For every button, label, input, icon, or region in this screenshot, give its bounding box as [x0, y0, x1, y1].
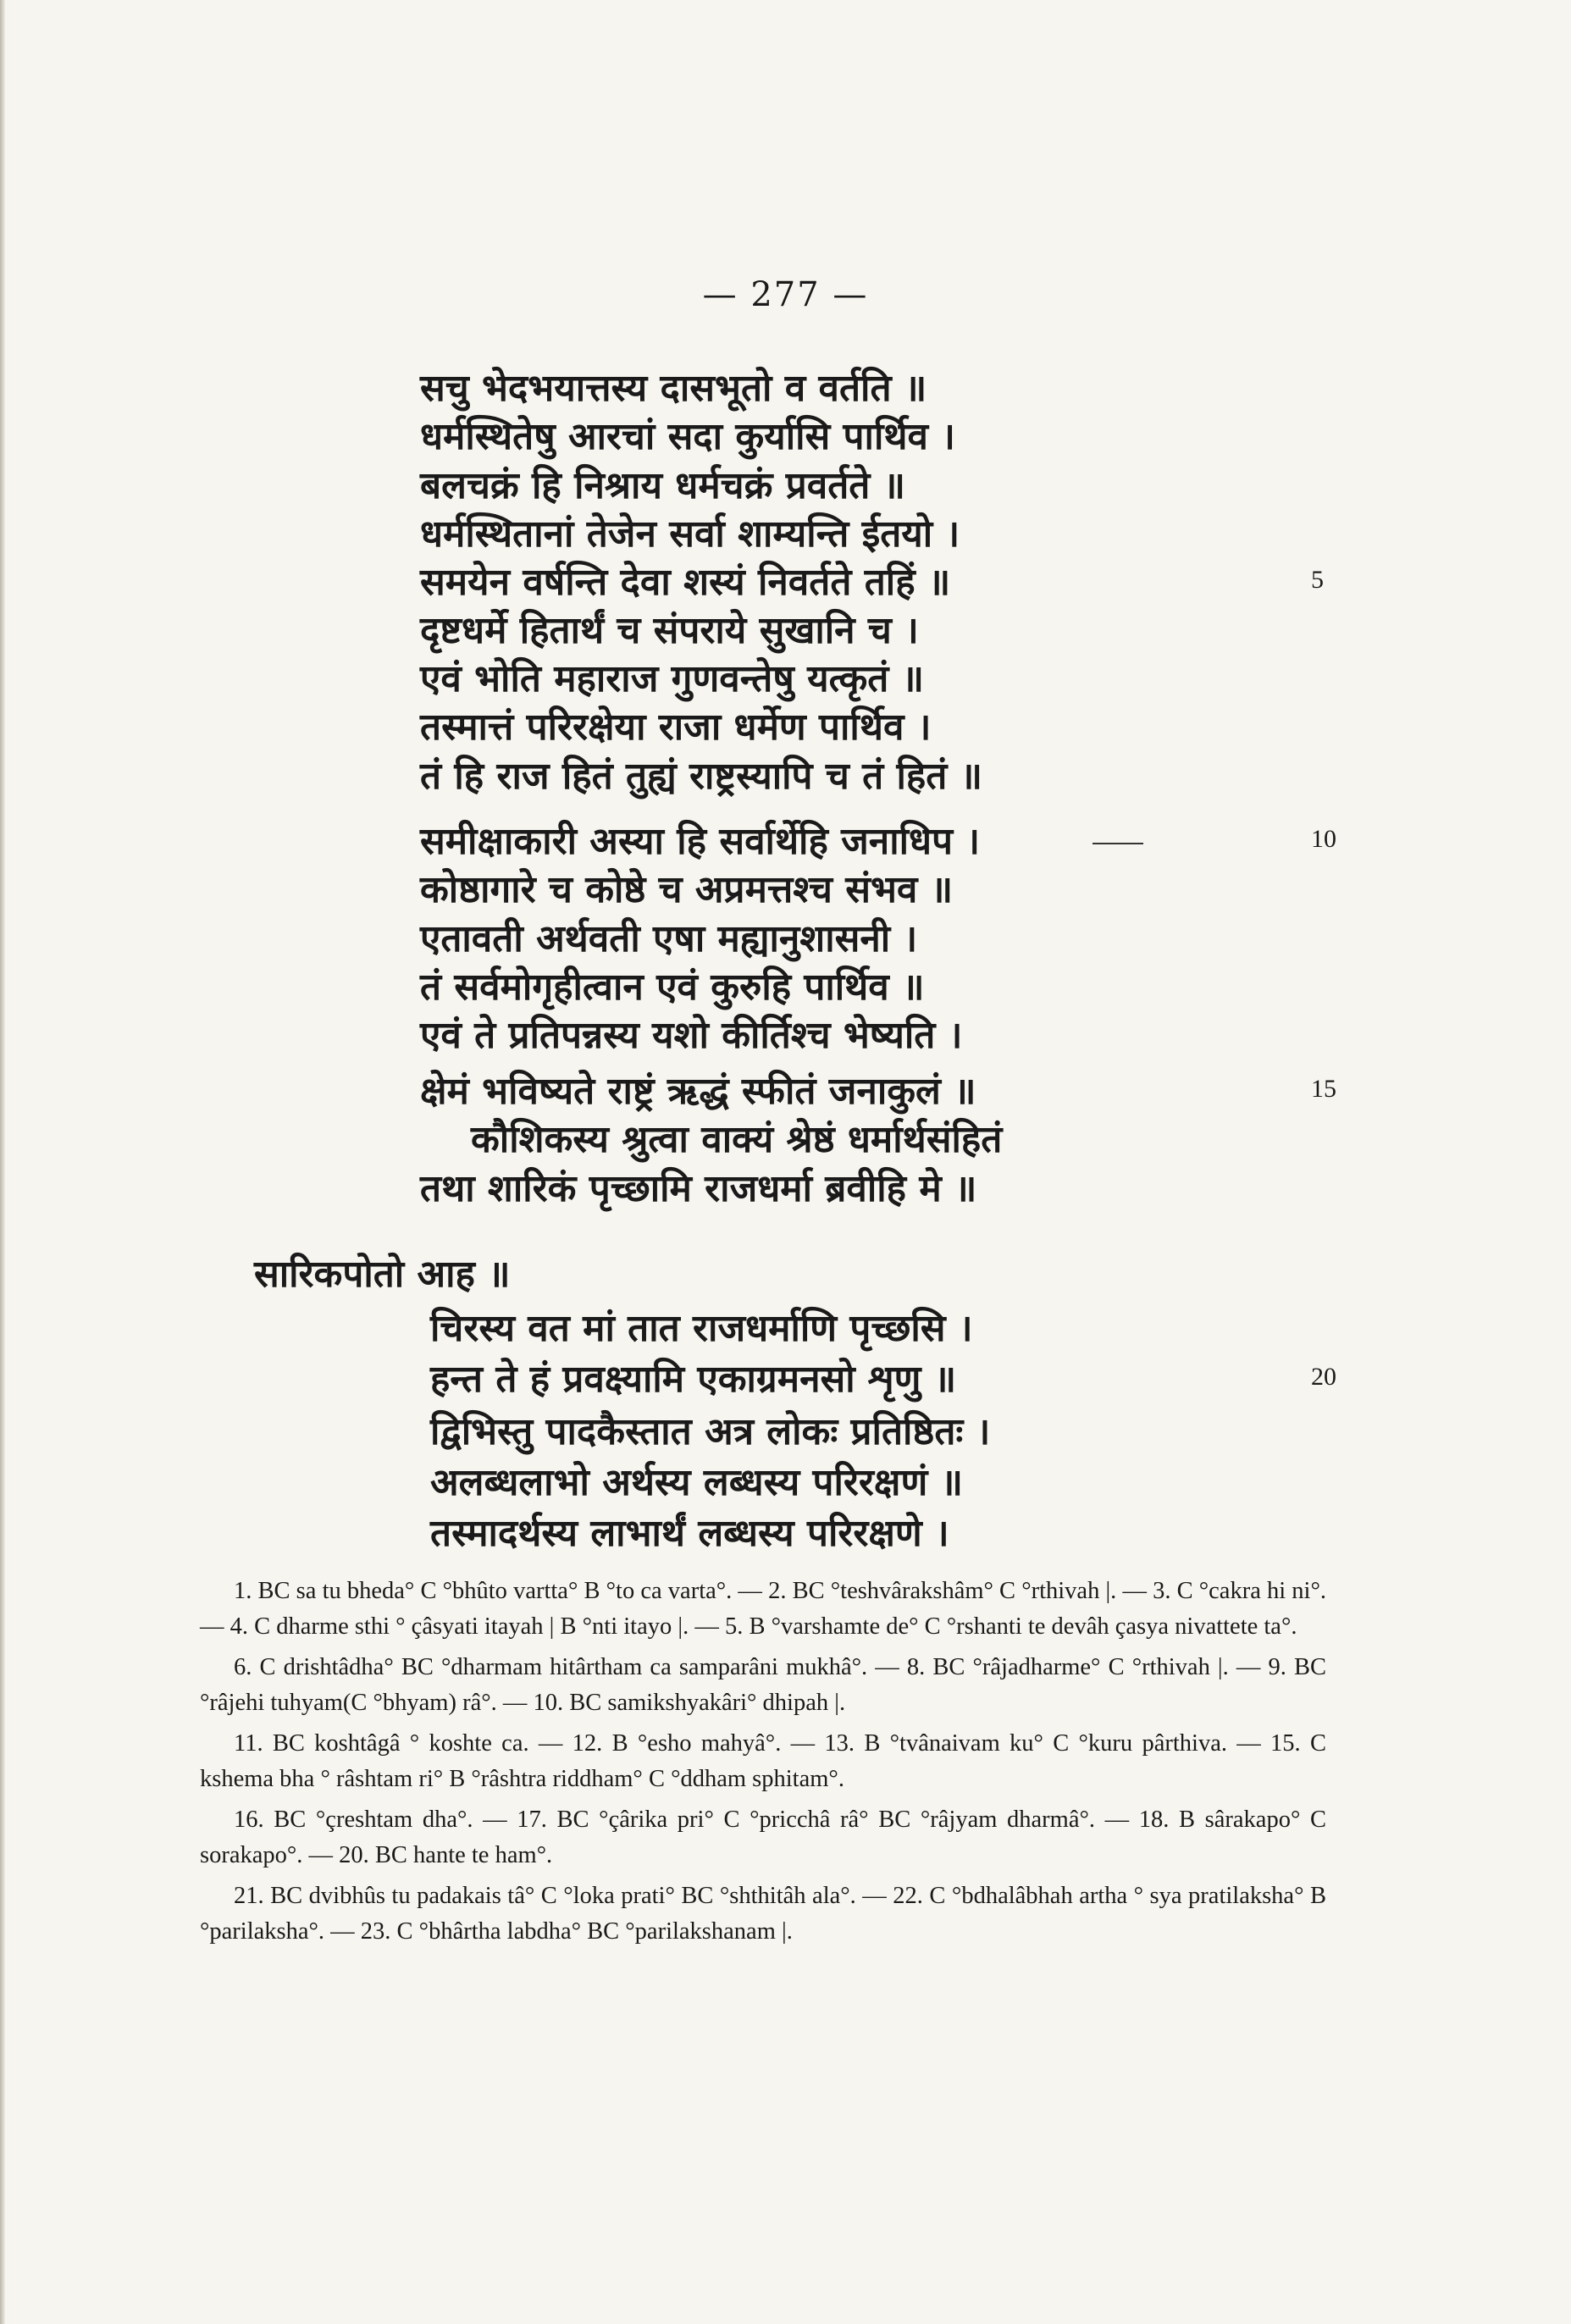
verse-text: तं हि राज हितं तुह्यं राष्ट्रस्यापि च तं हितं ॥ [420, 755, 983, 798]
verse-text: एवं ते प्रतिपन्नस्य यशो कीर्तिश्च भेष्यति । [420, 1014, 963, 1057]
verse-text: एतावती अर्थवती एषा मह्यानुशासनी । [420, 917, 918, 960]
verse-text: बलचक्रं हि निश्राय धर्मचक्रं प्रवर्तते ॥ [420, 464, 906, 507]
verse-text: तस्मात्तं परिरक्षेया राजा धर्मेण पार्थिव । [420, 706, 932, 749]
verse-line [0, 606, 1571, 656]
verse-line [0, 866, 1571, 915]
verse-text: एवं भोति महाराज गुणवन्तेषु यत्कृतं ॥ [420, 657, 925, 700]
verse-line [0, 558, 1571, 607]
verse-line [0, 655, 1571, 704]
verse-text: द्विभिस्तु पादकैस्तात अत्र लोकः प्रतिष्ठितः । [430, 1410, 991, 1453]
verse-text: सचु भेदभयात्तस्य दासभूतो व वर्तति ॥ [420, 367, 927, 410]
footnote: 6. C drishtâdha° BC °dharmam hitârtham ca samparâni mukhâ°. — 8. BC °râjadharme° C °rthivah |. — 9. BC °râjehi tuhyam(C °bhyam) râ°. — 10. BC samikshyakâri° dhipah |. [200, 1654, 1326, 1716]
speaker-heading: सारिकपोतो आह ॥ [254, 1253, 511, 1296]
verse-line [0, 510, 1571, 559]
verse-line [0, 1067, 1571, 1116]
line-number: 5 [1311, 566, 1324, 594]
verse-text: समयेन वर्षन्ति देवा शस्यं निवर्तते तहिं ॥ [420, 561, 951, 604]
verse-text: अलब्धलाभो अर्थस्य लब्धस्य परिरक्षणं ॥ [430, 1461, 963, 1504]
verse-text: धर्मस्थितानां तेजेन सर्वा शाम्यन्ति ईतयो । [420, 512, 960, 556]
verse-text: हन्त ते हं प्रवक्ष्यामि एकाग्रमनसो शृणु ॥ [430, 1358, 957, 1401]
page-number: — 277 — [702, 275, 869, 314]
verse-text: धर्मस्थितेषु आरचां सदा कुर्यासि पार्थिव । [420, 415, 955, 458]
footnotes [200, 1574, 1326, 1955]
verse-line [0, 412, 1571, 462]
margin-dash [1093, 843, 1143, 844]
verse-line [0, 364, 1571, 413]
verse-line [0, 915, 1571, 964]
footnote: 21. BC dvibhûs tu padakais tâ° C °loka prati° BC °shthitâh ala°. — 22. C °bdhalâbhah artha ° sya pratilaksha° B °parilaksha°. — 23. C °bhârtha labdha° BC °parilakshanam |. [200, 1883, 1326, 1945]
footnote: 11. BC koshtâgâ ° koshte ca. — 12. B °esho mahyâ°. — 13. B °tvânaivam ku° C °kuru pârthiva. — 15. C kshema bha ° râshtam ri° B °râshtra riddham° C °ddham sphitam°. [200, 1730, 1326, 1792]
verse-line [0, 1408, 1571, 1457]
verse-text: कोष्ठागारे च कोष्ठे च अप्रमत्तश्च संभव ॥ [420, 868, 954, 911]
verse-text: चिरस्य वत मां तात राजधर्माणि पृच्छसि । [430, 1307, 973, 1350]
verse-line [0, 1011, 1571, 1060]
verse-line [0, 703, 1571, 752]
footnote: 1. BC sa tu bheda° C °bhûto vartta° B °to ca varta°. — 2. BC °teshvârakshâm° C °rthivah |. — 3. C °cakra hi ni°. — 4. C dharme sthi ° çâsyati itayah | B °nti itayo |. — 5. B °varshamte de° C °rshanti te devâh çasya nivattete ta°. [200, 1578, 1326, 1640]
line-number: 20 [1311, 1363, 1336, 1391]
verse-line [0, 817, 1571, 866]
verse-text: कौशिकस्य श्रुत्वा वाक्यं श्रेष्ठं धर्मार्थसंहितं [471, 1118, 1003, 1161]
verse-line [0, 1509, 1571, 1558]
verse-text: तथा शारिकं पृच्छामि राजधर्मा ब्रवीहि मे ॥ [420, 1167, 977, 1210]
verse-line [0, 1355, 1571, 1404]
verse-line [0, 1458, 1571, 1508]
line-number: 10 [1311, 825, 1336, 853]
verse-text: क्षेमं भविष्यते राष्ट्रं ऋद्धं स्फीतं जनाकुलं ॥ [420, 1070, 976, 1113]
verse-line [0, 1304, 1571, 1353]
verse-line [0, 462, 1571, 511]
verse-text: तस्मादर्थस्य लाभार्थं लब्धस्य परिरक्षणे । [430, 1512, 949, 1555]
verse-line [0, 752, 1571, 801]
verse-text: समीक्षाकारी अस्या हि सर्वार्थेहि जनाधिप । [420, 820, 981, 863]
verse-line [0, 1165, 1571, 1214]
verse-line [0, 963, 1571, 1012]
line-number: 15 [1311, 1075, 1336, 1103]
footnote: 16. BC °çreshtam dha°. — 17. BC °çârika pri° C °pricchâ râ° BC °râjyam dharmâ°. — 18. B sârakapo° C sorakapo°. — 20. BC hante te ham°. [200, 1807, 1326, 1868]
verse-text: तं सर्वमोगृहीत्वान एवं कुरुहि पार्थिव ॥ [420, 966, 925, 1009]
verse-line [0, 1115, 1571, 1165]
verse-text: दृष्टधर्मे हितार्थं च संपराये सुखानि च । [420, 609, 919, 652]
